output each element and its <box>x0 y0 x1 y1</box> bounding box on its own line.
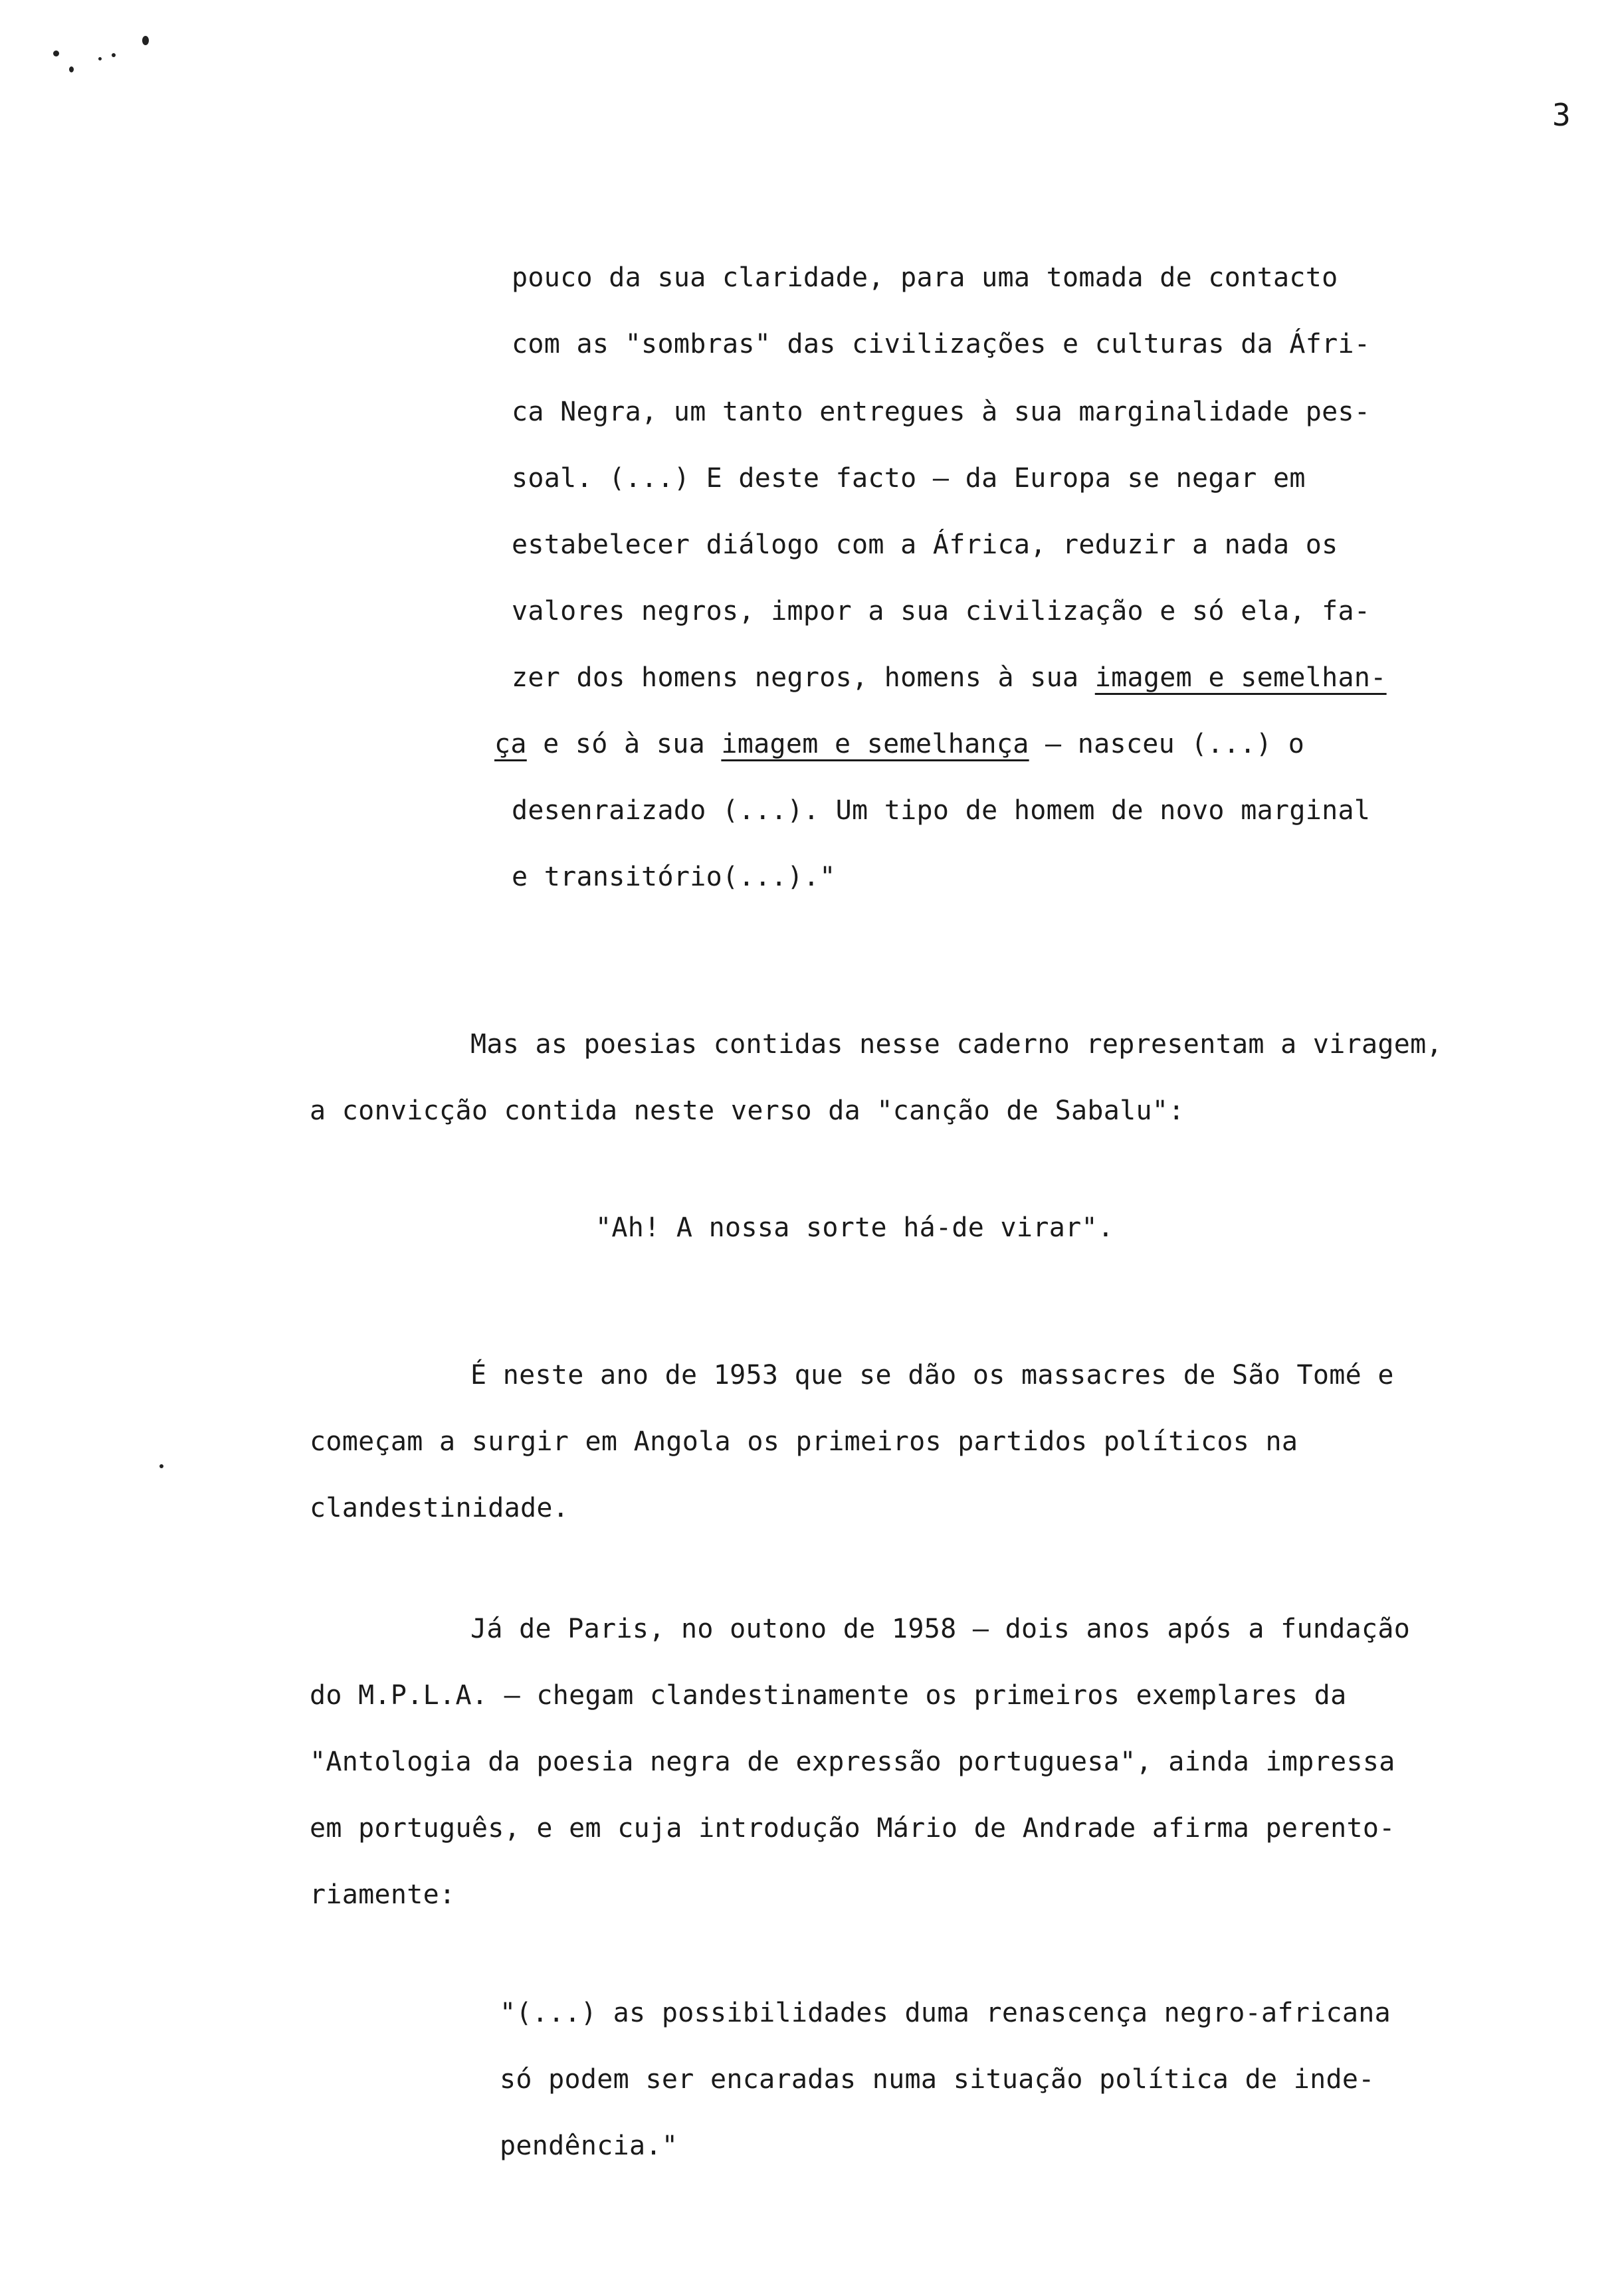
quote-line: pouco da sua claridade, para uma tomada de contacto <box>512 262 1338 293</box>
quote-text: — nasceu (...) o <box>1029 729 1305 759</box>
body-line: riamente: <box>310 1879 456 1910</box>
body-line: "Antologia da poesia negra de expressão portuguesa", ainda impressa <box>310 1747 1395 1777</box>
body-line: clandestinidade. <box>310 1493 569 1523</box>
body-line: É neste ano de 1953 que se dão os massacres de São Tomé e <box>470 1360 1394 1390</box>
body-line: começam a surgir em Angola os primeiros partidos políticos na <box>310 1426 1298 1457</box>
body-line: em português, e em cuja introdução Mário de Andrade afirma perento- <box>310 1813 1395 1844</box>
underlined-text: imagem e semelhan- <box>1094 662 1387 693</box>
quote-line: com as "sombras" das civilizações e culturas da Áfri- <box>512 329 1371 359</box>
quote-line: desenraizado (...). Um tipo de homem de novo marginal <box>512 795 1371 826</box>
quote-line: "(...) as possibilidades duma renascença negro-africana <box>500 1998 1391 2028</box>
page-number: 3 <box>1552 97 1571 133</box>
body-line: do M.P.L.A. — chegam clandestinamente os primeiros exemplares da <box>310 1680 1347 1711</box>
quote-text: e só à sua <box>526 729 722 759</box>
quote-line: soal. (...) E deste facto — da Europa se negar em <box>512 463 1306 494</box>
scan-speck <box>112 53 116 57</box>
body-line: a convicção contida neste verso da "canção de Sabalu": <box>310 1096 1185 1126</box>
quote-line: ca Negra, um tanto entregues à sua marginalidade pes- <box>512 397 1371 427</box>
quote-line: pendência." <box>500 2131 678 2161</box>
underlined-text: imagem e semelhança <box>721 729 1029 759</box>
body-line: Mas as poesias contidas nesse caderno representam a viragem, <box>470 1029 1443 1060</box>
body-line: Já de Paris, no outono de 1958 — dois anos após a fundação <box>470 1614 1411 1644</box>
scan-speck <box>69 66 74 72</box>
scan-speck <box>53 50 59 56</box>
quote-line <box>512 664 1387 691</box>
scan-speck <box>159 1464 163 1468</box>
quote-line: valores negros, impor a sua civilização e só ela, fa- <box>512 596 1371 626</box>
quote-line: só podem ser encaradas numa situação política de inde- <box>500 2064 1375 2095</box>
quote-line: e transitório(...)." <box>512 862 836 892</box>
scan-speck <box>98 57 102 60</box>
quote-line <box>494 731 1304 757</box>
quote-text: zer dos homens negros, homens à sua <box>512 662 1095 693</box>
underlined-text: ça <box>494 729 527 759</box>
quote-line: estabelecer diálogo com a África, reduzir a nada os <box>512 529 1338 560</box>
scan-speck <box>142 36 149 45</box>
centered-verse: "Ah! A nossa sorte há-de virar". <box>595 1212 1114 1243</box>
